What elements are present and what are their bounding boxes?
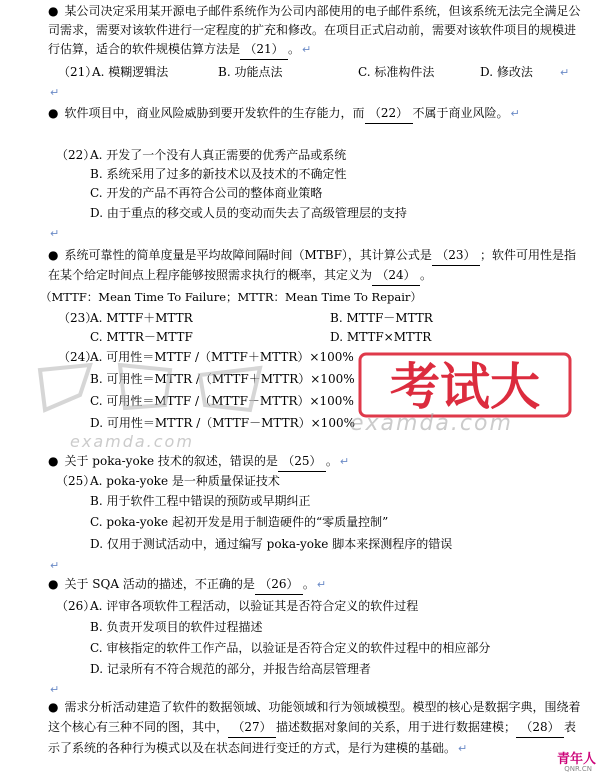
question-23-24: [48, 246, 584, 286]
q21-number: （21）: [58, 65, 98, 79]
q25-blank: （25）: [278, 452, 326, 472]
q22-blank: （22）: [365, 104, 413, 124]
question-25: [48, 452, 584, 472]
q23-stem-c: 。: [420, 268, 433, 282]
q24-option-a: A. 可用性＝MTTF /（MTTF＋MTTR）×100%: [90, 350, 354, 364]
bullet-icon: ●: [48, 700, 59, 714]
bullet-icon: ●: [48, 454, 59, 468]
pilcrow-icon: ↵: [560, 66, 570, 79]
site-logo: 青年人: [556, 752, 596, 767]
q21-option-c: C. 标准构件法: [358, 65, 435, 79]
pilcrow-icon: ↵: [316, 578, 327, 591]
pilcrow-icon: ↵: [50, 683, 60, 696]
q22-stem-a: 软件项目中，商业风险威胁到要开发软件的生存能力，而: [64, 106, 365, 120]
q23-option-a: A. MTTF＋MTTR: [90, 311, 193, 325]
q25-option-c: C. poka-yoke 起初开发是用于制造硬件的“零质量控制”: [90, 515, 389, 529]
q24-blank: （24）: [372, 266, 420, 286]
q24-option-b: B. 可用性＝MTTR /（MTTF＋MTTR）×100%: [90, 372, 355, 386]
q27-stem-b: 描述数据对象间的关系，用于进行数据建模；: [276, 720, 517, 734]
q26-blank: （26）: [255, 575, 303, 595]
q23-note: （MTTF：Mean Time To Failure；MTTR：Mean Time To Repair）: [40, 290, 422, 304]
q23-number: （23）: [58, 311, 98, 325]
pilcrow-icon: ↵: [458, 742, 468, 755]
q26-option-a: A. 评审各项软件工程活动，以验证其是否符合定义的软件过程: [90, 599, 419, 613]
q25-number: （25）: [56, 474, 96, 488]
question-27-28: [48, 697, 584, 759]
bullet-icon: ●: [48, 4, 59, 18]
watermark-url-2: examda.com: [70, 432, 194, 451]
q21-option-a: A. 模糊逻辑法: [92, 65, 169, 79]
pilcrow-icon: ↵: [50, 227, 60, 240]
q22-number: （22）: [56, 148, 96, 162]
q23-option-b: B. MTTF－MTTR: [330, 311, 433, 325]
pilcrow-icon: ↵: [510, 107, 520, 120]
q26-stem-b: 。: [302, 577, 315, 591]
q23-blank: （23）: [432, 246, 480, 266]
q25-option-b: B. 用于软件工程中错误的预防或早期纠正: [90, 494, 311, 508]
q24-option-c: C. 可用性＝MTTF /（MTTF－MTTR）×100%: [90, 394, 354, 408]
q26-option-d: D. 记录所有不符合规范的部分，并报告给高层管理者: [90, 662, 371, 676]
q26-option-b: B. 负责开发项目的软件过程描述: [90, 620, 263, 634]
q21-option-d: D. 修改法: [480, 65, 533, 79]
q23-option-c: C. MTTR－MTTF: [90, 330, 193, 344]
watermark-cn: 考试大: [390, 358, 540, 416]
q25-stem-b: 。: [325, 454, 338, 468]
q27-blank: （27）: [228, 717, 276, 738]
q22-option-d: D. 由于重点的移交或人员的变动而失去了高级管理层的支持: [90, 206, 407, 220]
bullet-icon: ●: [48, 577, 59, 591]
pilcrow-icon: ↵: [50, 559, 60, 572]
pilcrow-icon: ↵: [339, 455, 350, 468]
pilcrow-icon: ↵: [50, 86, 60, 99]
q21-option-b: B. 功能点法: [218, 65, 283, 79]
q23-stem-a: 系统可靠性的简单度量是平均故障间隔时间（MTBF），其计算公式是: [64, 248, 432, 262]
q28-blank: （28）: [516, 717, 564, 738]
q25-stem-a: 关于 poka-yoke 技术的叙述，错误的是: [64, 454, 278, 468]
q27-stem-c: 表示了系统的各种行为模式以及在状态间进行变迁的方式，是行为建模的基础。: [48, 720, 577, 755]
q23-stem-b: ；软件可用性是指在某个给定时间点上程序能够按照需求执行的概率，其定义为: [48, 248, 576, 282]
question-22: [48, 104, 584, 124]
q24-option-d: D. 可用性＝MTTR /（MTTF－MTTR）×100%: [90, 416, 355, 430]
q21-blank: （21）: [240, 40, 288, 60]
q25-option-d: D. 仅用于测试活动中，通过编写 poka-yoke 脚本来探测程序的错误: [90, 537, 453, 551]
question-26: [48, 575, 584, 595]
pilcrow-icon: ↵: [302, 43, 312, 56]
q23-option-d: D. MTTF×MTTR: [330, 330, 432, 344]
q26-option-c: C. 审核指定的软件工作产品，以验证是否符合定义的软件过程中的相应部分: [90, 641, 491, 655]
q21-options: [58, 63, 588, 82]
q22-option-a: A. 开发了一个没有人真正需要的优秀产品或系统: [90, 148, 347, 162]
q27-stem-a: 需求分析活动建造了软件的数据领域、功能领域和行为领域模型。模型的核心是数据字典，围绕着这个核心有三种不同的图，其中，: [48, 700, 581, 734]
bullet-icon: ●: [48, 248, 59, 262]
bullet-icon: ●: [48, 106, 59, 120]
watermark-url-1: examda.com: [350, 411, 513, 436]
q22-option-b: B. 系统采用了过多的新技术以及技术的不确定性: [90, 167, 347, 181]
q22-option-c: C. 开发的产品不再符合公司的整体商业策略: [90, 186, 323, 200]
q24-number: （24）: [58, 350, 98, 364]
q26-stem-a: 关于 SQA 活动的描述，不正确的是: [64, 577, 255, 591]
site-logo-sub: QNR.CN: [564, 765, 592, 773]
q21-stem: 某公司决定采用某开源电子邮件系统作为公司内部使用的电子邮件系统，但该系统无法完全满足公司需求，需要对该软件进行一定程度的扩充和修改。在项目正式启动前，需要对该软件项目的规模进行估算，适合的软件规模估算方法是: [48, 4, 581, 56]
q25-option-a: A. poka-yoke 是一种质量保证技术: [90, 474, 280, 488]
q22-stem-b: 不属于商业风险。: [412, 106, 509, 120]
q21-end: 。: [288, 42, 301, 56]
q26-number: （26）: [56, 599, 96, 613]
question-21: [48, 2, 584, 60]
